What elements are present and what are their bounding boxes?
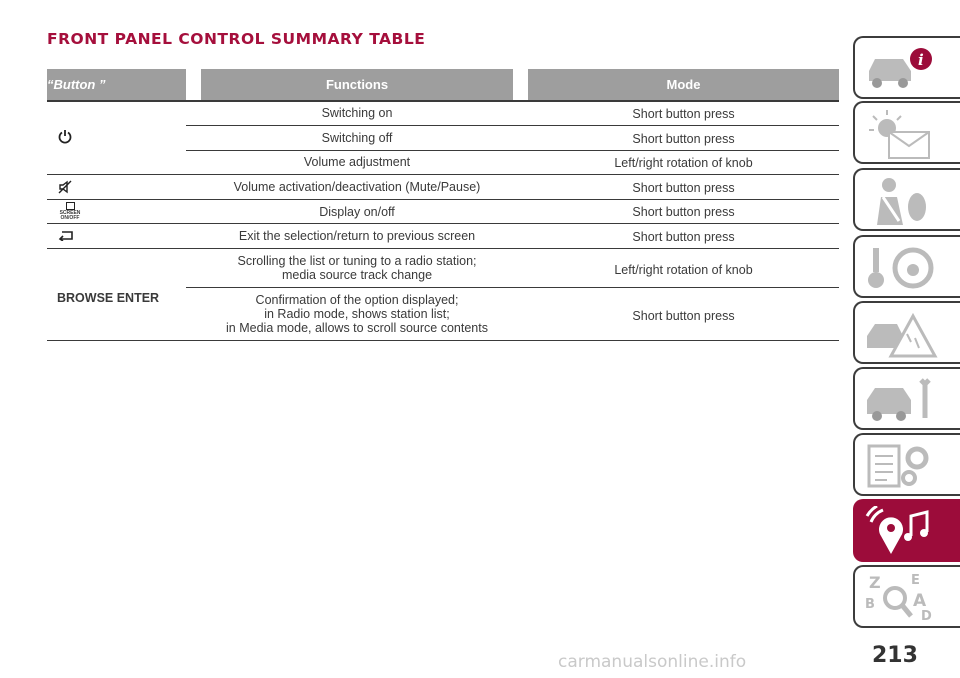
car-maintenance-icon: [863, 374, 943, 426]
tab-maintenance[interactable]: [853, 367, 960, 430]
row-mode: Short button press: [632, 205, 735, 219]
watermark: carmanualsonline.info: [558, 652, 747, 672]
row-divider: [186, 150, 839, 151]
svg-text:Z: Z: [869, 573, 881, 592]
browse-enter-label: BROWSE ENTER: [57, 291, 160, 305]
warning-lights-icon: [863, 108, 943, 160]
row-mode: Short button press: [632, 132, 735, 146]
row-divider: [47, 174, 839, 175]
svg-text:E: E: [911, 573, 920, 588]
row-mode: Short button press: [632, 230, 735, 244]
row-mode: Left/right rotation of knob: [614, 156, 753, 170]
row-mode: Left/right rotation of knob: [614, 263, 753, 277]
car-info-icon: [863, 43, 943, 95]
page-title: FRONT PANEL CONTROL SUMMARY TABLE: [47, 30, 426, 48]
row-function: Switching on: [321, 106, 393, 120]
screen-onoff-icon: SCREEN ON/OFF: [58, 202, 82, 221]
tab-seatbelt-airbag[interactable]: [853, 168, 960, 231]
breakdown-triangle-icon: [863, 308, 943, 360]
header-functions: Functions: [201, 69, 513, 100]
row-divider: [186, 287, 839, 288]
svg-text:B: B: [865, 597, 875, 612]
row-divider: [47, 199, 839, 200]
svg-text:i: i: [918, 51, 924, 69]
row-mode: Short button press: [632, 309, 735, 323]
svg-text:D: D: [921, 609, 932, 624]
specs-gear-icon: [863, 440, 943, 492]
page-number: 213: [872, 643, 918, 668]
tab-specs[interactable]: [853, 433, 960, 496]
tab-key-steering[interactable]: [853, 235, 960, 298]
row-mode: Short button press: [632, 107, 735, 121]
tab-breakdown[interactable]: [853, 301, 960, 364]
row-divider: [47, 248, 839, 249]
mute-icon: [58, 180, 72, 194]
row-function: Exit the selection/return to previous screen: [238, 229, 476, 243]
tab-index[interactable]: [853, 565, 960, 628]
row-function: Display on/off: [319, 205, 395, 219]
row-function-multiline: Confirmation of the option displayed; in Radio mode, shows station list; in Media mode, allows to scroll source contents: [226, 293, 488, 335]
row-function: Volume activation/deactivation (Mute/Pause): [233, 180, 481, 194]
row-function-multiline: Scrolling the list or tuning to a radio station; media source track change: [237, 254, 477, 282]
svg-text:A: A: [913, 591, 927, 611]
header-divider: [47, 100, 839, 102]
row-mode: Short button press: [632, 181, 735, 195]
row-function: Switching off: [321, 131, 393, 145]
power-icon: [58, 129, 72, 144]
row-function: Volume adjustment: [303, 155, 411, 169]
multimedia-icon: [863, 506, 943, 558]
back-icon: [58, 230, 74, 241]
header-button: “Button ”: [47, 69, 186, 100]
table-bottom-border: [47, 340, 839, 341]
tab-multimedia[interactable]: [853, 499, 960, 562]
tab-warning-lights[interactable]: [853, 101, 960, 164]
row-divider: [186, 125, 839, 126]
row-divider: [47, 223, 839, 224]
tab-car-info[interactable]: [853, 36, 960, 99]
seatbelt-airbag-icon: [863, 175, 943, 227]
index-search-icon: [863, 572, 943, 624]
header-mode: Mode: [528, 69, 839, 100]
key-steering-wheel-icon: [863, 242, 943, 294]
